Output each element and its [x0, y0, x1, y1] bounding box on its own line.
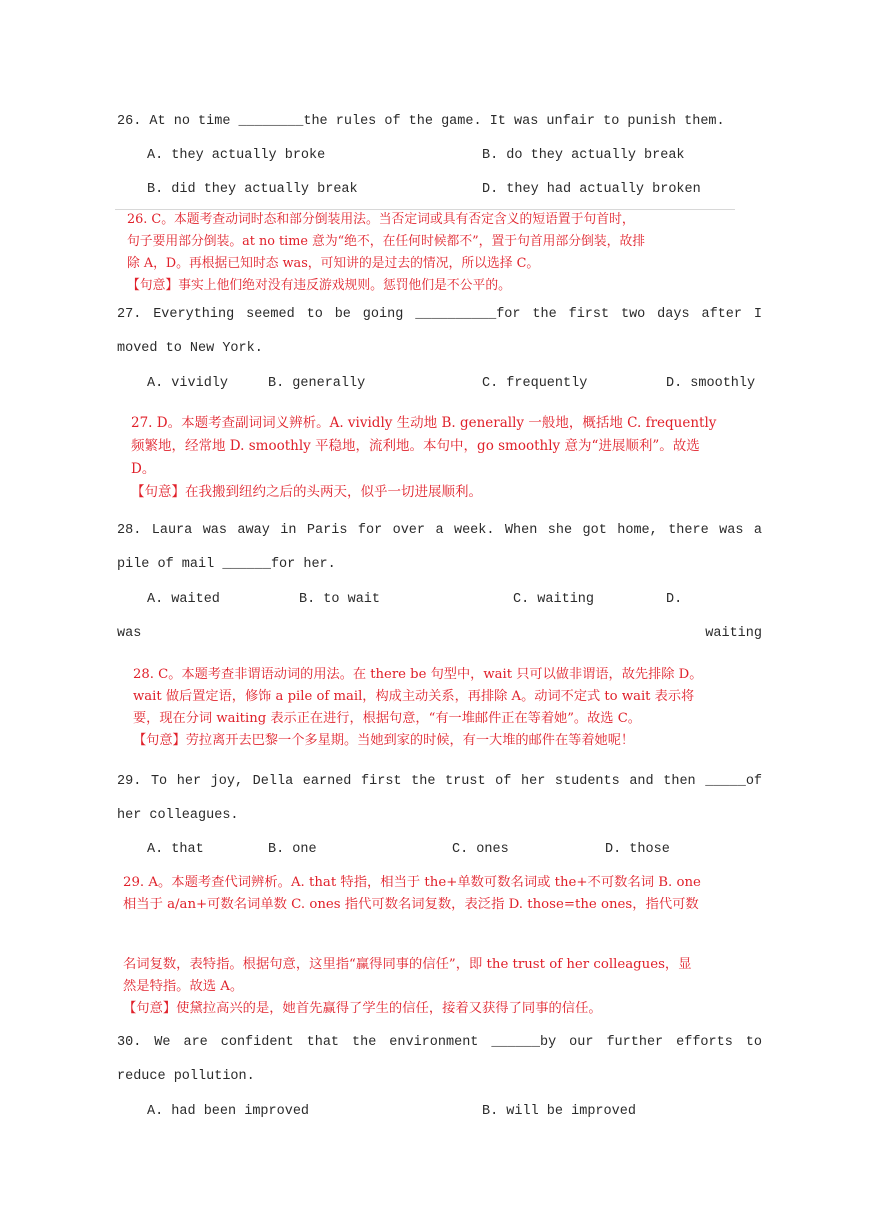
answer-blank: __________	[415, 307, 497, 322]
answer-blank: ________	[238, 114, 304, 129]
question-number: 26.	[117, 114, 142, 129]
question-28-explanation: 28. C。本题考查非谓语动词的用法。在 there be 句型中，wait 只可以做非谓语，故先排除 D。 wait 做后置定语，修饰 a pile of mail，构成主动关系，再排除 A。动词不定式 to wait 表示将 要，现在分词 waiting 表示正在进行，根据句意，“有一堆邮件正在等着她”。故选 C。 【句意】劳拉离开去巴黎一个多星期。当她到家的时候，有一大堆的邮件在等着她呢！	[133, 667, 703, 748]
option: A. vividly	[147, 376, 229, 391]
question-number: 30.	[117, 1035, 142, 1050]
option: A. they actually broke	[147, 148, 326, 163]
question-number: 29.	[117, 774, 142, 789]
question-27-explanation: 27. D。本题考查副词词义辨析。A. vividly 生动地 B. generally 一般地，概括地 C. frequently 频繁地，经常地 D. smoothly 平稳地，流利地。本句中，go smoothly 意为“进展顺利”。故选 D。 【句意】在我搬到纽约之后的头两天，似乎一切进展顺利。	[131, 415, 717, 500]
option: A. had been improved	[147, 1104, 310, 1119]
question-26-stem: 26. At no time ________the rules of the game. It was unfair to punish them.	[117, 114, 725, 129]
answer-blank: ______	[222, 557, 271, 572]
question-29-stem: 29. To her joy, Della earned first the trust of her students and then _____of her colleagues.	[117, 774, 763, 823]
question-26-explanation: 26. C。本题考查动词时态和部分倒装用法。当否定词或具有否定含义的短语置于句首时， 句子要用部分倒装。at no time 意为“绝不，在任何时候都不”，置于句首用部分倒装，故排 除 A，D。再根据已知时态 was，可知讲的是过去的情况，所以选择 C。 【句意】事实上他们绝对没有违反游戏规则。惩罚他们是不公平的。	[127, 212, 646, 293]
option: D. smoothly	[666, 376, 756, 391]
option: C. ones	[452, 842, 509, 857]
question-30-stem: 30. We are confident that the environment ______by our further efforts to reduce pollution.	[117, 1035, 763, 1084]
option: B. generally	[268, 376, 366, 391]
question-29-explanation: 29. A。本题考查代词辨析。A. that 特指，相当于 the+单数可数名词或 the+不可数名词 B. one 相当于 a/an+可数名词单数 C. ones 指代可数名词复数，表泛指 D. those=the ones，指代可数 名词复数，表特指。根据句意，这里指“赢得同事的信任”，即 the trust of her colleagues，显 然是特指。故选 A。 【句意】使黛拉高兴的是，她首先赢得了学生的信任，接着又获得了同事的信任。	[123, 875, 701, 1016]
option: D.	[666, 592, 683, 607]
option: B. to wait	[299, 592, 381, 607]
question-28-stem: 28. Laura was away in Paris for over a week. When she got home, there was a pile of mail ______for her.	[117, 523, 762, 572]
question-number: 28.	[117, 523, 142, 538]
option: B. will be improved	[482, 1104, 636, 1119]
option: A. waited	[147, 592, 220, 607]
answer-blank: ______	[491, 1035, 540, 1050]
option: C. waiting	[513, 592, 595, 607]
option: B. do they actually break	[482, 148, 685, 163]
option: was waiting	[117, 626, 762, 641]
option: B. one	[268, 842, 317, 857]
question-number: 27.	[117, 307, 142, 322]
option: A. that	[147, 842, 204, 857]
answer-blank: _____	[705, 774, 746, 789]
option: D. those	[605, 842, 670, 857]
option: C. frequently	[482, 376, 588, 391]
question-27-stem: 27. Everything seemed to be going __________for the first two days after I moved to New York.	[117, 307, 762, 356]
option: D. they had actually broken	[482, 182, 701, 197]
option: B. did they actually break	[147, 182, 358, 197]
